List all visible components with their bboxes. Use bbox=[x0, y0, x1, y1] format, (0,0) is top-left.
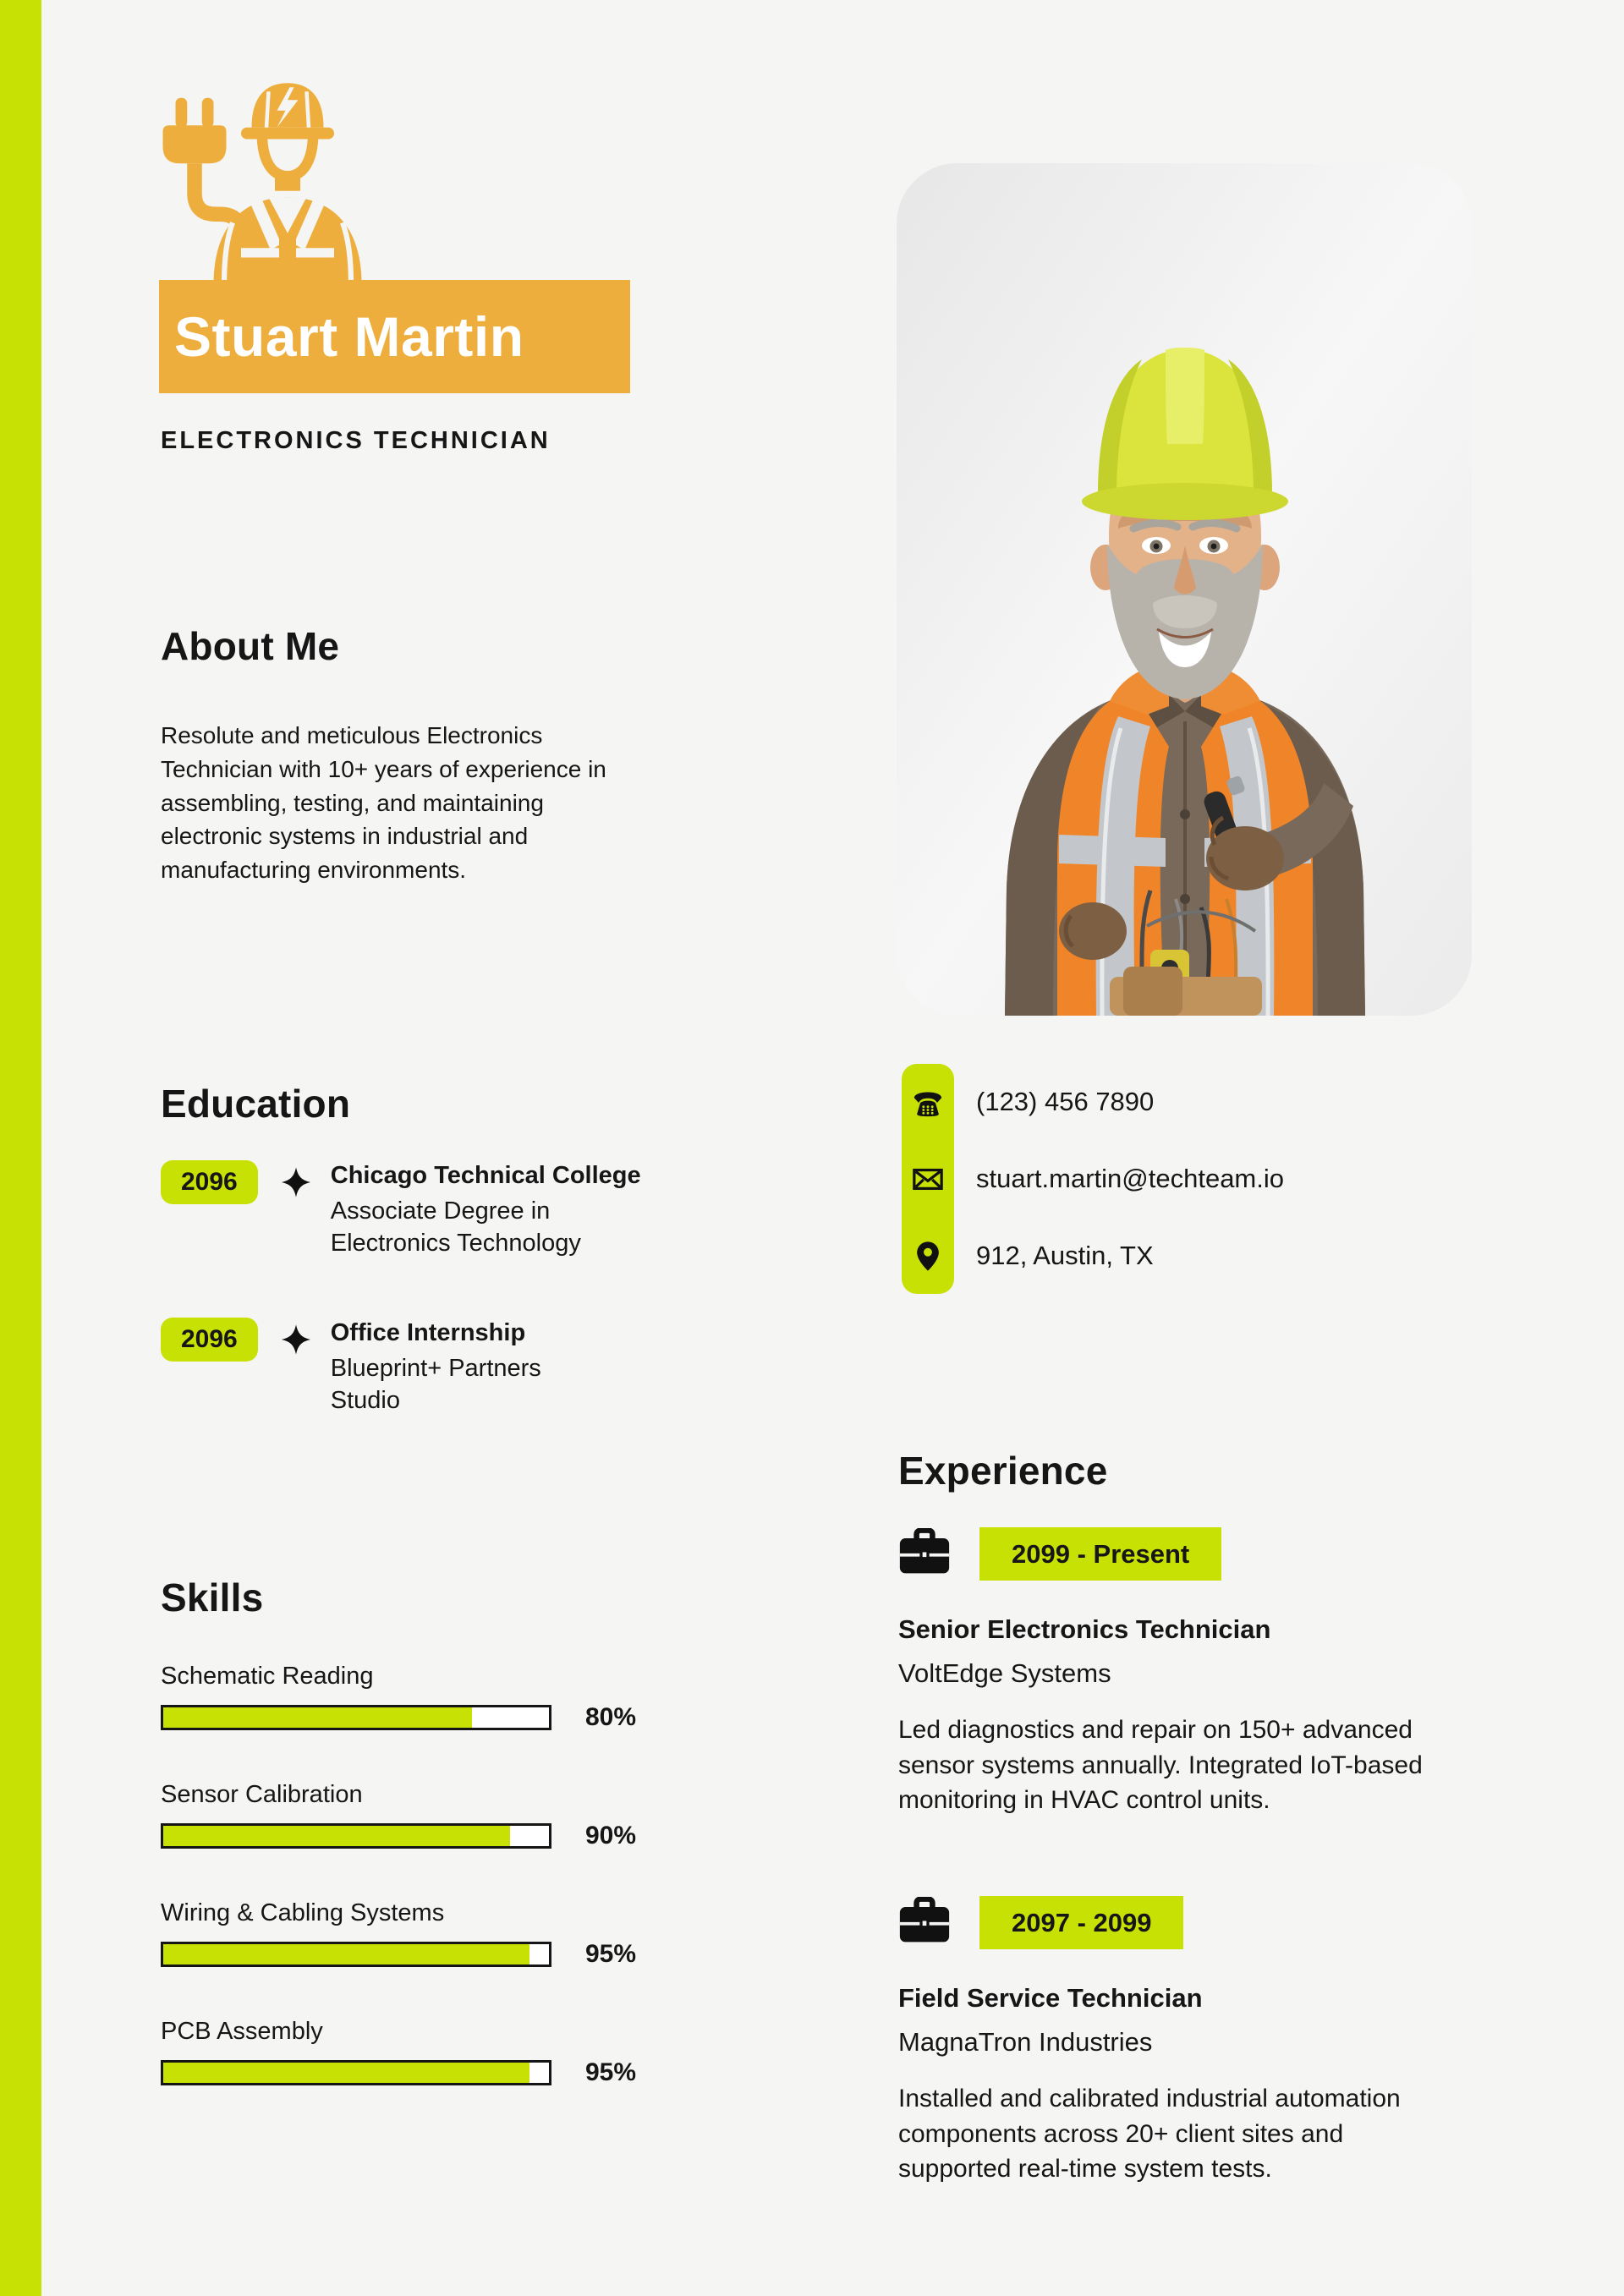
contact-block bbox=[902, 1064, 1375, 1294]
contact-email-row bbox=[902, 1141, 1284, 1217]
experience-item bbox=[898, 1527, 1457, 1817]
skill-progress-fill bbox=[163, 2063, 529, 2083]
phone-icon bbox=[902, 1086, 954, 1118]
skill-progress-bar bbox=[161, 2060, 551, 2085]
job-title: ELECTRONICS TECHNICIAN bbox=[161, 427, 551, 454]
skill-progress-fill bbox=[163, 1707, 472, 1728]
email-address: stuart.martin@techteam.io bbox=[976, 1164, 1284, 1193]
education-heading: Education bbox=[161, 1082, 351, 1126]
skill-percent: 90% bbox=[585, 1822, 637, 1849]
skill-percent: 95% bbox=[585, 2058, 637, 2086]
skill-item bbox=[161, 2018, 636, 2087]
star-icon bbox=[280, 1323, 312, 1361]
experience-description: Led diagnostics and repair on 150+ advanced sensor systems annually. Integrated IoT-based monitoring in HVAC control units. bbox=[898, 1716, 1423, 1814]
education-item bbox=[161, 1318, 686, 1417]
about-heading: About Me bbox=[161, 624, 340, 668]
experience-role: Field Service Technician bbox=[898, 1983, 1203, 2014]
briefcase-icon bbox=[898, 1897, 951, 1948]
contact-phone-row bbox=[902, 1064, 1154, 1140]
envelope-icon bbox=[902, 1163, 954, 1195]
skill-item bbox=[161, 1781, 636, 1850]
skill-percent: 80% bbox=[585, 1703, 637, 1731]
name-banner bbox=[159, 280, 630, 393]
year-badge: 2096 bbox=[161, 1318, 258, 1362]
skill-percent: 95% bbox=[585, 1940, 637, 1968]
year-badge: 2096 bbox=[161, 1160, 258, 1204]
location-text: 912, Austin, TX bbox=[976, 1241, 1154, 1270]
experience-heading: Experience bbox=[898, 1449, 1108, 1493]
period-badge: 2097 - 2099 bbox=[979, 1896, 1183, 1949]
skill-label: Schematic Reading bbox=[161, 1663, 374, 1690]
education-title: Office Internship bbox=[330, 1319, 526, 1346]
skill-progress-bar bbox=[161, 1705, 551, 1730]
electrician-logo-icon bbox=[156, 66, 410, 284]
person-name: Stuart Martin bbox=[174, 305, 524, 368]
contact-location-row bbox=[902, 1218, 1154, 1294]
left-accent-bar bbox=[0, 0, 41, 2296]
education-subtitle: Associate Degree in Electronics Technology bbox=[330, 1197, 581, 1257]
profile-photo bbox=[897, 163, 1472, 1016]
skill-item bbox=[161, 1663, 636, 1732]
skills-heading: Skills bbox=[161, 1575, 264, 1619]
skill-label: PCB Assembly bbox=[161, 2018, 323, 2045]
skill-progress-fill bbox=[163, 1826, 510, 1846]
skill-item bbox=[161, 1899, 636, 1969]
experience-description: Installed and calibrated industrial automation components across 20+ client sites and supported real-time system tests. bbox=[898, 2085, 1401, 2183]
experience-item bbox=[898, 1896, 1457, 2186]
experience-role: Senior Electronics Technician bbox=[898, 1614, 1271, 1645]
briefcase-icon bbox=[898, 1528, 951, 1580]
phone-number: (123) 456 7890 bbox=[976, 1087, 1155, 1116]
skill-label: Wiring & Cabling Systems bbox=[161, 1899, 445, 1926]
star-icon bbox=[280, 1165, 312, 1203]
period-badge: 2099 - Present bbox=[979, 1527, 1221, 1581]
education-title: Chicago Technical College bbox=[330, 1162, 641, 1189]
skill-label: Sensor Calibration bbox=[161, 1781, 363, 1808]
education-subtitle: Blueprint+ Partners Studio bbox=[330, 1355, 541, 1414]
skill-progress-fill bbox=[163, 1944, 529, 1964]
skill-progress-bar bbox=[161, 1942, 551, 1967]
experience-company: MagnaTron Industries bbox=[898, 2027, 1153, 2058]
location-pin-icon bbox=[902, 1240, 954, 1272]
education-item bbox=[161, 1160, 686, 1260]
skill-progress-bar bbox=[161, 1823, 551, 1849]
experience-company: VoltEdge Systems bbox=[898, 1658, 1111, 1689]
about-text: Resolute and meticulous Electronics Technician with 10+ years of experience in assembling, testing, and maintaining electronic systems in industrial and manufacturing environments. bbox=[161, 722, 606, 883]
